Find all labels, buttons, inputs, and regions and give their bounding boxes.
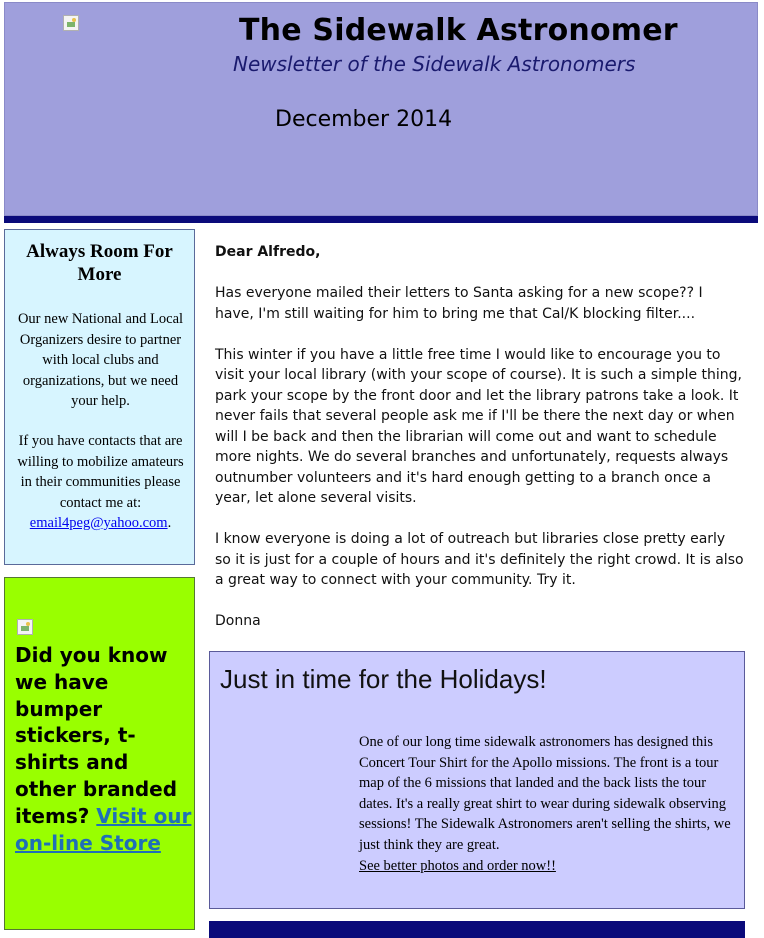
letter-body xyxy=(215,242,745,652)
holiday-title: Just in time for the Holidays! xyxy=(220,664,547,694)
broken-image-icon xyxy=(63,15,79,31)
holiday-feature-box xyxy=(209,651,745,909)
store-promo-text xyxy=(15,642,193,856)
sidebar-organizers-box xyxy=(4,229,195,565)
letter-paragraph: Has everyone mailed their letters to Santa asking for a new scope?? I have, I'm still waiting for him to bring me that Cal/K blocking filter.... xyxy=(215,285,703,322)
order-shirt-link[interactable]: See better photos and order now!! xyxy=(359,857,556,874)
header-divider xyxy=(4,216,758,223)
holiday-description: One of our long time sidewalk astronomers has designed this Concert Tour Shirt for the Apollo missions. The front is a tour map of the 6 missions that landed and the back lists the tour dates. It's a really great shirt to wear during sidewalk observing sessions! The Sidewalk Astronomers aren't selling the shirts, we just think they are great. xyxy=(359,734,731,853)
sidebar-contact-paragraph xyxy=(13,431,188,534)
holiday-body xyxy=(359,732,737,876)
sidebar-paragraph: Our new National and Local Organizers desire to partner with local clubs and organizations, but we need your help. xyxy=(17,311,184,409)
letter-paragraph: I know everyone is doing a lot of outreach but libraries close pretty early so it is just for a couple of hours and it's definitely the right crowd. It is also a great way to connect with your community. Try it. xyxy=(215,531,744,588)
email-suffix: . xyxy=(167,515,172,531)
email-link[interactable]: email4peg@yahoo.com xyxy=(29,515,168,531)
store-promo-copy: Did you know we have bumper stickers, t-shirts and other branded items? xyxy=(15,643,178,828)
store-link[interactable]: Visit our on-line Store xyxy=(15,803,192,855)
newsletter-header xyxy=(4,2,758,216)
section-divider-bar xyxy=(209,921,745,938)
letter-greeting: Dear Alfredo, xyxy=(215,244,321,260)
letter-signature: Donna xyxy=(215,613,261,629)
sidebar-box-title: Always Room For More xyxy=(26,241,173,285)
issue-date: December 2014 xyxy=(275,107,453,132)
newsletter-title: The Sidewalk Astronomer xyxy=(239,13,678,48)
sidebar-contact-text: If you have contacts that are willing to mobilize amateurs in their communities please contact me at: xyxy=(17,433,184,511)
sidebar-store-box xyxy=(4,577,195,930)
letter-paragraph: This winter if you have a little free time I would like to encourage you to visit your local library (with your scope of course). It is such a simple thing, park your scope by the front door and let the library patrons take a look. It never fails that several people ask me if I'll be there the next day or when will I be back and then the librarian will come out and want to schedule more nights. We do several branches and unfortunately, requests always outnumber volunteers and it's hard enough getting to a branch once a year, let alone several visits. xyxy=(215,346,742,506)
newsletter-subtitle: Newsletter of the Sidewalk Astronomers xyxy=(233,52,636,76)
broken-image-icon xyxy=(17,619,33,635)
